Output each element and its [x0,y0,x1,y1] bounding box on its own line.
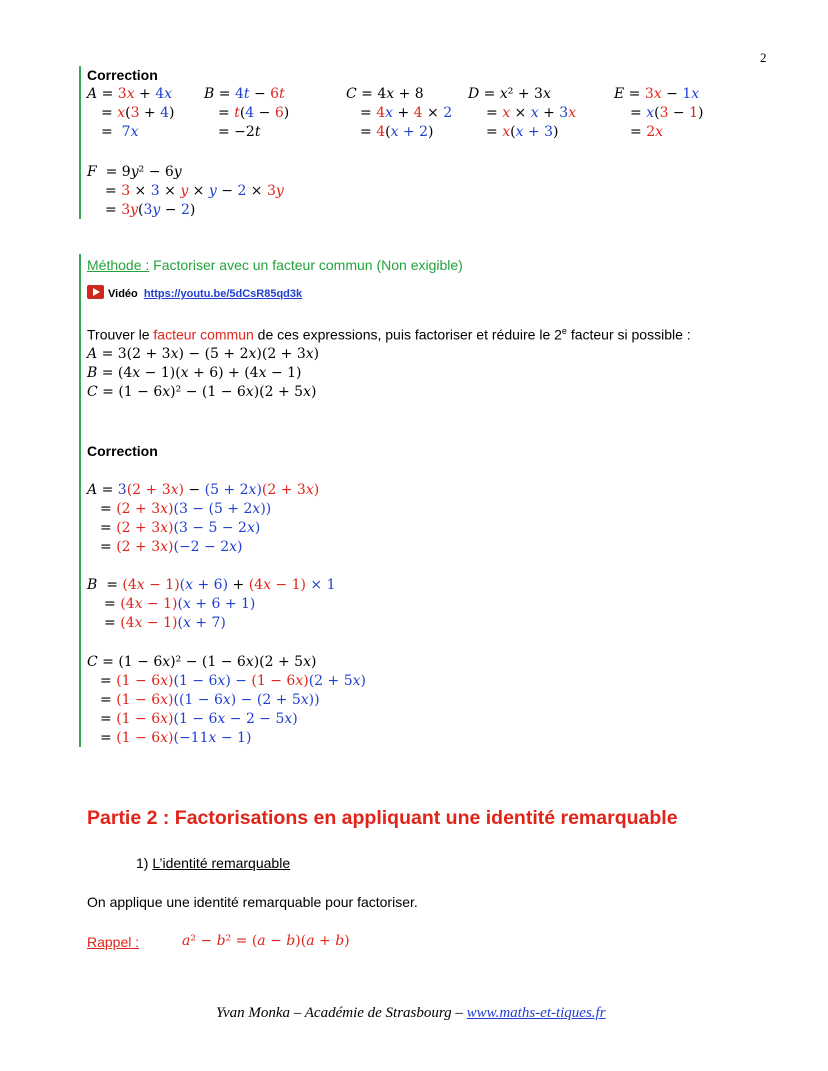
exercise-f: F = 9y² − 6y = 3 × 3 × y × y − 2 × 3y = 3y(3y − 2) [87,164,284,218]
exercise-c: C = 4x + 8 = 4x + 4 × 2 = 4(x + 2) [346,86,453,140]
section-heading: Partie 2 : Factorisations en appliquant une identité remarquable [87,807,678,829]
margin-bar [79,254,81,747]
video-link[interactable]: https://youtu.be/5dCsR85qd3k [143,288,303,300]
margin-bar [79,66,81,219]
footer-link[interactable]: www.maths-et-tiques.fr [466,1005,606,1021]
expressions-list: A = 3(2 + 3x) − (5 + 2x)(2 + 3x) B = (4x − 1)(x + 6) + (4x − 1) C = (1 − 6x)² − (1 − 6x)(2 + 5x) [87,346,320,400]
correction2-title: Correction [87,443,158,459]
subsection-title: 1) L’identité remarquable [136,855,291,871]
correction-c: C = (1 − 6x)² − (1 − 6x)(2 + 5x) = (1 − 6x)(1 − 6x) − (1 − 6x)(2 + 5x) = (1 − 6x)((1 − 6x) − (2 + 5x)) = (1 − 6x)(1 − 6x − 2 − 5x) = (1 − 6x)(−11x − 1) [87,654,366,746]
video-line: Vidéo https://youtu.be/5dCsR85qd3k [87,285,302,300]
correction-title: Correction [87,67,158,83]
exercise-e: E = 3x − 1x = x(3 − 1) = 2x [614,86,704,140]
exercise-b: B = 4t − 6t = t(4 − 6) = −2t [204,86,290,140]
youtube-play-icon [87,285,104,299]
instruction: Trouver le facteur commun de ces expressions, puis factoriser et réduire le 2e facteur si possible : [87,326,691,343]
page-number: 2 [760,50,767,65]
rappel-label: Rappel : [87,934,140,950]
rappel-formula: a² − b² = (a − b)(a + b) [182,933,350,949]
correction-b: B = (4x − 1)(x + 6) + (4x − 1) × 1 = (4x − 1)(x + 6 + 1) = (4x − 1)(x + 7) [87,577,336,631]
methode-heading: Méthode : Factoriser avec un facteur commun (Non exigible) [87,257,463,273]
body-text: On applique une identité remarquable pour factoriser. [87,894,418,910]
footer: Yvan Monka – Académie de Strasbourg – www.maths-et-tiques.fr [216,1005,606,1021]
exercise-d: D = x² + 3x = x × x + 3x = x(x + 3) [468,86,577,140]
correction-a: A = 3(2 + 3x) − (5 + 2x)(2 + 3x) = (2 + 3x)(3 − (5 + 2x)) = (2 + 3x)(3 − 5 − 2x) = (2 + 3x)(−2 − 2x) [87,482,320,555]
exercise-a: A = 3x + 4x = x(3 + 4) = 7x [87,86,175,140]
